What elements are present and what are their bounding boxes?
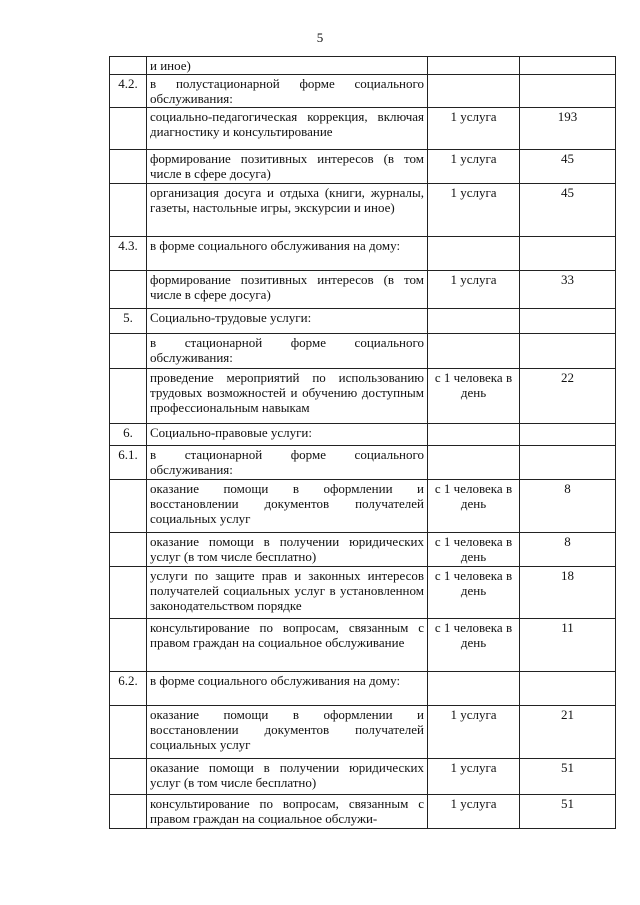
service-text: консультирование по вопросам, связанным с правом граждан на социальное обслужи- xyxy=(147,795,428,829)
table-row xyxy=(110,424,616,446)
table-row xyxy=(110,369,616,424)
row-number xyxy=(110,334,147,369)
unit-cell: 1 услуга xyxy=(428,150,520,184)
service-text: социально-педагогическая коррекция, включая диагностику и консультирование xyxy=(147,108,428,150)
table-row xyxy=(110,57,616,75)
table-row xyxy=(110,237,616,271)
row-number xyxy=(110,706,147,759)
service-text: оказание помощи в получении юридических услуг (в том числе бесплатно) xyxy=(147,759,428,795)
table-row xyxy=(110,75,616,108)
unit-cell xyxy=(428,334,520,369)
row-number xyxy=(110,480,147,533)
table-row xyxy=(110,672,616,706)
unit-cell xyxy=(428,309,520,334)
row-number xyxy=(110,108,147,150)
unit-cell: 1 услуга xyxy=(428,108,520,150)
value-cell xyxy=(520,309,616,334)
row-number: 4.2. xyxy=(110,75,147,108)
value-cell: 11 xyxy=(520,619,616,672)
service-text: консультирование по вопросам, связанным с правом граждан на социальное обслуживание xyxy=(147,619,428,672)
unit-cell: с 1 человека в день xyxy=(428,480,520,533)
table-row xyxy=(110,533,616,567)
row-number: 4.3. xyxy=(110,237,147,271)
service-text: в форме социального обслуживания на дому: xyxy=(147,672,428,706)
row-number xyxy=(110,795,147,829)
table-row xyxy=(110,446,616,480)
row-number xyxy=(110,567,147,619)
table-row xyxy=(110,271,616,309)
row-number xyxy=(110,57,147,75)
unit-cell xyxy=(428,446,520,480)
value-cell: 33 xyxy=(520,271,616,309)
unit-cell: 1 услуга xyxy=(428,706,520,759)
value-cell xyxy=(520,334,616,369)
table-row xyxy=(110,309,616,334)
value-cell xyxy=(520,75,616,108)
service-text: формирование позитивных интересов (в том числе в сфере досуга) xyxy=(147,271,428,309)
table-row xyxy=(110,619,616,672)
value-cell xyxy=(520,237,616,271)
service-text: проведение мероприятий по использованию трудовых возможностей и обучению доступным профессиональным навыкам xyxy=(147,369,428,424)
service-text: в стационарной форме социального обслуживания: xyxy=(147,446,428,480)
service-text: оказание помощи в оформлении и восстановлении документов получателей социальных услуг xyxy=(147,480,428,533)
unit-cell: 1 услуга xyxy=(428,184,520,237)
value-cell: 51 xyxy=(520,759,616,795)
unit-cell: 1 услуга xyxy=(428,795,520,829)
value-cell xyxy=(520,446,616,480)
service-text: в полустационарной форме социального обслуживания: xyxy=(147,75,428,108)
service-text: и иное) xyxy=(147,57,428,75)
table-row xyxy=(110,150,616,184)
value-cell: 21 xyxy=(520,706,616,759)
service-text: оказание помощи в получении юридических услуг (в том числе бесплатно) xyxy=(147,533,428,567)
table-row xyxy=(110,706,616,759)
row-number xyxy=(110,369,147,424)
table-row xyxy=(110,334,616,369)
unit-cell: 1 услуга xyxy=(428,271,520,309)
value-cell: 8 xyxy=(520,480,616,533)
service-text: организация досуга и отдыха (книги, журналы, газеты, настольные игры, экскурсии и иное) xyxy=(147,184,428,237)
table-row xyxy=(110,795,616,829)
unit-cell xyxy=(428,75,520,108)
row-number: 6. xyxy=(110,424,147,446)
service-text: Социально-правовые услуги: xyxy=(147,424,428,446)
page-number: 5 xyxy=(316,30,324,45)
value-cell: 8 xyxy=(520,533,616,567)
value-cell: 51 xyxy=(520,795,616,829)
unit-cell xyxy=(428,672,520,706)
unit-cell: 1 услуга xyxy=(428,759,520,795)
row-number xyxy=(110,619,147,672)
value-cell xyxy=(520,424,616,446)
row-number: 5. xyxy=(110,309,147,334)
service-text: услуги по защите прав и законных интересов получателей социальных услуг в установленном законодательством порядке xyxy=(147,567,428,619)
unit-cell xyxy=(428,424,520,446)
unit-cell: с 1 человека в день xyxy=(428,619,520,672)
unit-cell: с 1 человека в день xyxy=(428,369,520,424)
value-cell: 193 xyxy=(520,108,616,150)
unit-cell xyxy=(428,237,520,271)
table-row xyxy=(110,184,616,237)
table-row xyxy=(110,480,616,533)
row-number xyxy=(110,759,147,795)
row-number xyxy=(110,184,147,237)
row-number: 6.1. xyxy=(110,446,147,480)
unit-cell xyxy=(428,57,520,75)
row-number xyxy=(110,271,147,309)
unit-cell: с 1 человека в день xyxy=(428,533,520,567)
value-cell xyxy=(520,672,616,706)
service-text: в форме социального обслуживания на дому: xyxy=(147,237,428,271)
value-cell xyxy=(520,57,616,75)
services-table xyxy=(109,56,616,829)
unit-cell: с 1 человека в день xyxy=(428,567,520,619)
row-number xyxy=(110,150,147,184)
value-cell: 45 xyxy=(520,184,616,237)
row-number xyxy=(110,533,147,567)
service-text: формирование позитивных интересов (в том числе в сфере досуга) xyxy=(147,150,428,184)
service-text: в стационарной форме социального обслуживания: xyxy=(147,334,428,369)
service-text: оказание помощи в оформлении и восстановлении документов получателей социальных услуг xyxy=(147,706,428,759)
table-row xyxy=(110,759,616,795)
service-text: Социально-трудовые услуги: xyxy=(147,309,428,334)
value-cell: 22 xyxy=(520,369,616,424)
table-row xyxy=(110,567,616,619)
value-cell: 45 xyxy=(520,150,616,184)
value-cell: 18 xyxy=(520,567,616,619)
row-number: 6.2. xyxy=(110,672,147,706)
table-row xyxy=(110,108,616,150)
